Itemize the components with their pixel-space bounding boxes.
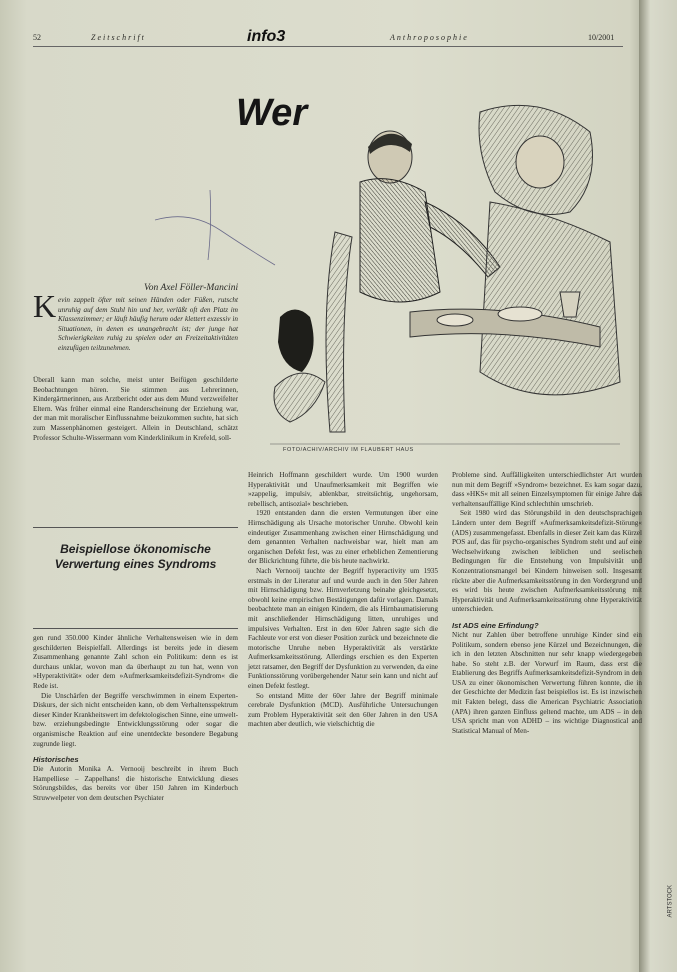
body-paragraph: Die Unschärfen der Begriffe verschwimmen in einem Experten-Diskurs, der sich nicht entscheiden kann, ob dem Verhaltensspektrum dieser Kinder Krankheitswert im defektologischen Sinne, eine umwelt- bzw. erziehungsbedingte Entwicklungsstörung oder sogar die organismische Reaktion auf eine unentdeckte besondere Begabung zugrunde liegt. [33,691,238,748]
body-paragraph: Seit 1980 wird das Störungsbild in den deutschsprachigen Ländern unter dem Begriff »Aufmerksamkeitsdefizit-Störung« (ADS) zusammengefasst. Ebenfalls in dieser Zeit kam das Kürzel POS auf, das für psycho-organisches Syndrom steht und auf eine Wechselwirkung zwischen leiblichen und seelischen Bedingungen für die Entstehung von Impulsivität und Konzentrationsmangel bei Kindern hinweisen soll. Insgesamt rückte aber die Aufmerksamkeitsstörung in den Vordergrund und es wird bis heute zwischen Aufmerksamkeitsstörung mit Hyperaktivität und Aufmerksamkeitsstörung ohne Hyperaktivität unterschieden. [452,509,642,614]
body-paragraph: gen rund 350.000 Kinder ähnliche Verhaltensweisen wie in dem geschilderten Beispielfall. Allerdings ist bereits jede in diesem Zusammenhang genannte Zahl schon ein Politikum: denn es ist durchaus unklar, wovon man da überhaupt zu tun hat, wenn von »Hyperaktivität« oder dem »Aufmerksamkeitsdefizit-Syndrom« die Rede ist. [33,634,238,690]
running-header [33,30,613,46]
column-2 [248,471,438,730]
edge-label: ARTSTOCK [667,885,673,918]
section-name: Anthroposophie [390,33,469,42]
illustration-caption: FOTO/ACHIV/ARCHIV IM FLAUBERT HAUS [283,447,414,453]
column-1-top [33,376,238,443]
subhead-historisches: Historisches [33,755,79,765]
info3-logo: info3 [247,28,286,45]
body-paragraph: 1920 entstanden dann die ersten Vermutungen über eine Hirnschädigung als Ursache motorischer Unruhe. Obwohl kein eindeutiger Zusammenhang zwischen einer Hirnschädigung und dem genannten Verhalten nachweisbar war, hielt man am organischen Defekt fest, was zu einer erheblichen Zementierung der Blickrichtung führte, die bis heute nachwirkt. [248,509,438,566]
column-1-bottom [33,634,238,804]
pen-scribble-mark [150,180,280,270]
subhead-ads-erfindung: Ist ADS eine Erfindung? [452,620,539,630]
body-paragraph: Die Autorin Monika A. Vernooij beschreibt in ihrem Buch Hampelliese – Zappelhans! die historische Entwicklung dieses Störungsbildes, das bereits vor über 150 Jahren im Kinderbuch Struwwelpeter von dem deutschen Psychiater [33,765,238,802]
drop-cap: K [33,288,57,324]
author-byline: Von Axel Föller-Mancini [144,283,239,293]
body-paragraph: So entstand Mitte der 60er Jahre der Begriff minimale cerebrale Dysfunktion (MCD). Ausführliche Untersuchungen zum Problem Hyperaktivität seit den 60er Jahren in den USA machten aber deutlich, wie vielschichtig die [248,691,438,729]
column-3 [452,471,642,736]
lead-paragraph [58,296,238,354]
body-paragraph: Nicht nur Zahlen über betroffene unruhige Kinder sind ein Politikum, sondern ebenso jene Kürzel und Bezeichnungen, die ich in den letzten Abschnitten nur sehr knapp wiedergegeben habe. So steht z.B. der Vorwurf im Raum, dass erst die Etablierung des Begriffs Aufmerksamkeitsdefizit-Syndrom in den USA zu einer ökonomischen Verwertung führen konnte, die in der Geschichte der Medizin fast beispiellos ist. Es ist inzwischen mit Fakten belegt, dass die American Psychiatric Association (APA) ihren ganzen Einfluss geltend machte, um ADS – in den USA spricht man von ADHD – ins wichtige Diagnostical and Statistical Manual of Men- [452,630,642,735]
body-paragraph: Nach Vernooij tauchte der Begriff hyperactivity um 1935 erstmals in der Literatur auf und wurde auch in den 50er Jahren mit Hirnschädigung bzw. Hirnverletzung beinahe gleichgesetzt, obwohl keine empirischen Bestätigungen dafür vorlagen. Damals beobachtete man an einigen Kindern, die als Hirnbaumatisierung mit anschließender Hirnschädigung litten, unruhiges und impulsives Verhalten. Erst in den 60er Jahren sagte sich die Fachleute vor erst von dieser Position zurück und bezeichnete die motorische Unruhe neben Hyperaktivität als verstärkte Aufmerksamkeitsstörung. Allerdings erschien es den Experten jetzt ratsamer, den Begriff der Dysfunktion zu verwenden, da eine Funktionsstörung vorübergehender Natur sein kann und nicht auf einen Defekt festlegt. [248,566,438,691]
body-paragraph: Heinrich Hoffmann geschildert wurde. Um 1900 wurden Hyperaktivität und Unaufmerksamkeit mit Begriffen wie »zappelig, impulsiv, ablenkbar, streitsüchtig, ungehorsam, rebellisch, antisozial« beschrieben. [248,471,438,508]
magazine-name: Zeitschrift [91,33,146,42]
article-headline: Wer [236,92,308,134]
issue-date: 10/2001 [588,33,615,42]
page-number: 52 [33,33,41,42]
header-rule [33,46,623,47]
pullquote-text: Beispiellose ökonomische Verwertung eines Syndroms [54,542,217,571]
body-paragraph: Überall kann man solche, meist unter Beifügen geschilderte Beobachtungen hören. Sie stimmen aus Lehrerinnen, Kindergärtnerinnen, aus Arztbericht oder aus dem Mund verzweifelter Eltern. Was früher einmal eine Randerscheinung der Erziehung war, der man mit moralischer Einflussnahme beizukommen suchte, hat sich zum Massenphänomen gesteigert. Allein in Deutschland, schätzt Professor Schulte-Wissermann vom Kinderklinikum in Krefeld, soll- [33,376,238,442]
body-paragraph: Probleme sind. Auffälligkeiten unterschiedlichster Art wurden nun mit dem Begriff »Syndrom« bezeichnet. Es kam sogar dazu, dass »HKS« mit all seinen Einzelsymptomen für einige Jahre das verhaltensauffällige Kind schlechthin umschrieb. [452,471,642,508]
lead-text: evin zappelt öfter mit seinen Händen oder Füßen, rutscht unruhig auf dem Stuhl hin und her, verläßt oft den Platz im Klassenzimmer; er läuft häufig herum oder klettert exzessiv in Situationen, in denen es unangebracht ist; der junge hat Schwierigkeiten ruhig zu spielen oder an Freizeitaktivitäten einzufügen teilzunehmen. [58,296,238,352]
page-fold-edge [639,0,677,972]
pullquote-box [33,527,238,629]
